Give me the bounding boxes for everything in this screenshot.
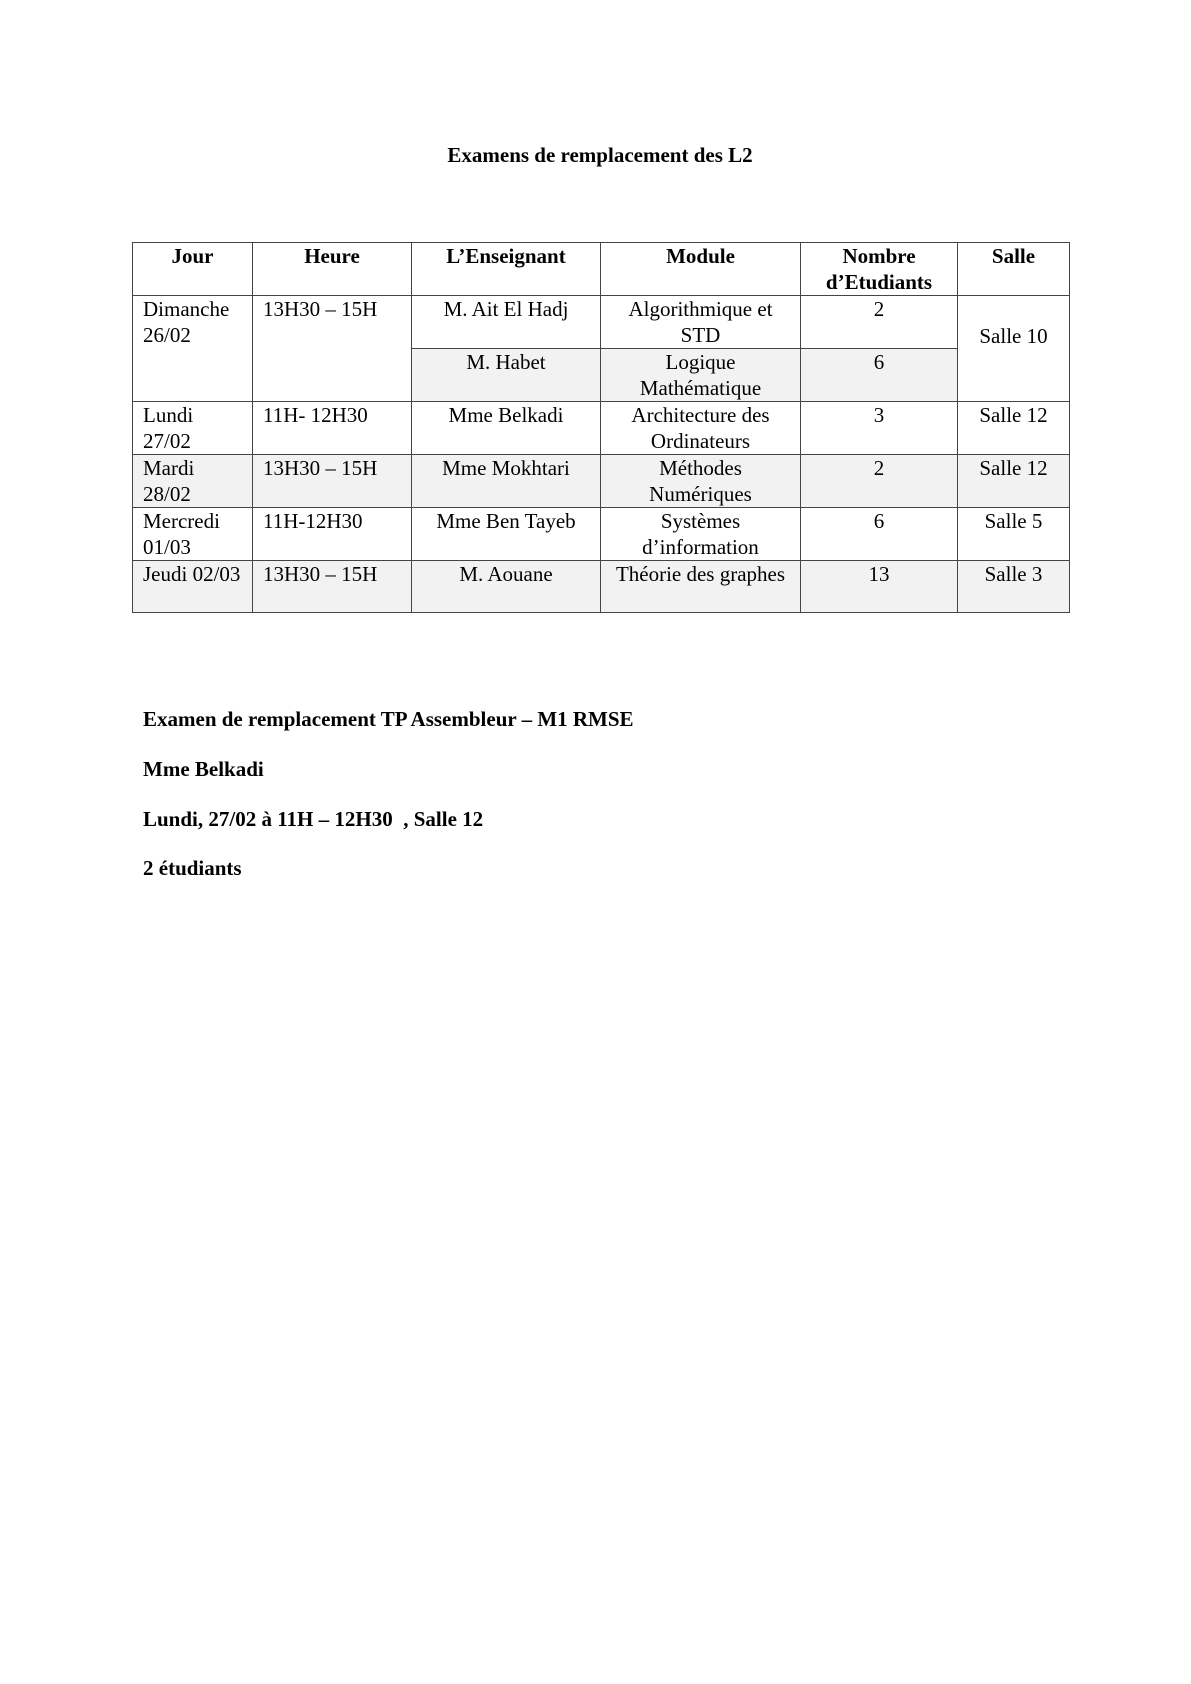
cell-nombre: 2 (801, 455, 958, 508)
cell-nombre: 6 (801, 508, 958, 561)
cell-jour: Mardi 28/02 (133, 455, 253, 508)
header-jour: Jour (133, 243, 253, 296)
cell-heure: 11H- 12H30 (253, 402, 412, 455)
exam-schedule-table (132, 242, 1070, 613)
table-row (133, 561, 1070, 613)
header-enseignant: L’Enseignant (412, 243, 601, 296)
cell-heure: 13H30 – 15H (253, 561, 412, 613)
cell-nombre: 13 (801, 561, 958, 613)
table-row (133, 508, 1070, 561)
cell-heure: 11H-12H30 (253, 508, 412, 561)
tp-when: Lundi, 27/02 à 11H – 12H30 , Salle 12 (143, 807, 484, 831)
cell-enseignant: Mme Mokhtari (412, 455, 601, 508)
cell-salle: Salle 12 (958, 402, 1070, 455)
cell-jour: Jeudi 02/03 (133, 561, 253, 613)
cell-module: Théorie des graphes (601, 561, 801, 613)
cell-salle: Salle 10 (958, 296, 1070, 402)
cell-salle: Salle 5 (958, 508, 1070, 561)
cell-module: Algorithmique et STD (601, 296, 801, 349)
cell-enseignant: M. Aouane (412, 561, 601, 613)
cell-nombre: 2 (801, 296, 958, 349)
header-heure: Heure (253, 243, 412, 296)
cell-module: Architecture des Ordinateurs (601, 402, 801, 455)
header-salle: Salle (958, 243, 1070, 296)
cell-enseignant: M. Habet (412, 349, 601, 402)
cell-salle: Salle 12 (958, 455, 1070, 508)
cell-heure: 13H30 – 15H (253, 296, 412, 402)
cell-enseignant: Mme Belkadi (412, 402, 601, 455)
table-row (133, 296, 1070, 349)
page-title: Examens de remplacement des L2 (447, 143, 753, 167)
header-nombre: Nombre d’Etudiants (801, 243, 958, 296)
table-row (133, 402, 1070, 455)
table-header-row (133, 243, 1070, 296)
cell-salle: Salle 3 (958, 561, 1070, 613)
cell-module: Systèmes d’information (601, 508, 801, 561)
header-module: Module (601, 243, 801, 296)
cell-enseignant: Mme Ben Tayeb (412, 508, 601, 561)
tp-students: 2 étudiants (143, 856, 242, 880)
cell-module: Méthodes Numériques (601, 455, 801, 508)
cell-module: Logique Mathématique (601, 349, 801, 402)
cell-jour: Dimanche 26/02 (133, 296, 253, 402)
cell-jour: Mercredi 01/03 (133, 508, 253, 561)
cell-nombre: 6 (801, 349, 958, 402)
table-row (133, 455, 1070, 508)
cell-heure: 13H30 – 15H (253, 455, 412, 508)
cell-jour: Lundi 27/02 (133, 402, 253, 455)
cell-enseignant: M. Ait El Hadj (412, 296, 601, 349)
cell-nombre: 3 (801, 402, 958, 455)
tp-teacher: Mme Belkadi (143, 757, 264, 781)
tp-title: Examen de remplacement TP Assembleur – M1 RMSE (143, 707, 634, 731)
